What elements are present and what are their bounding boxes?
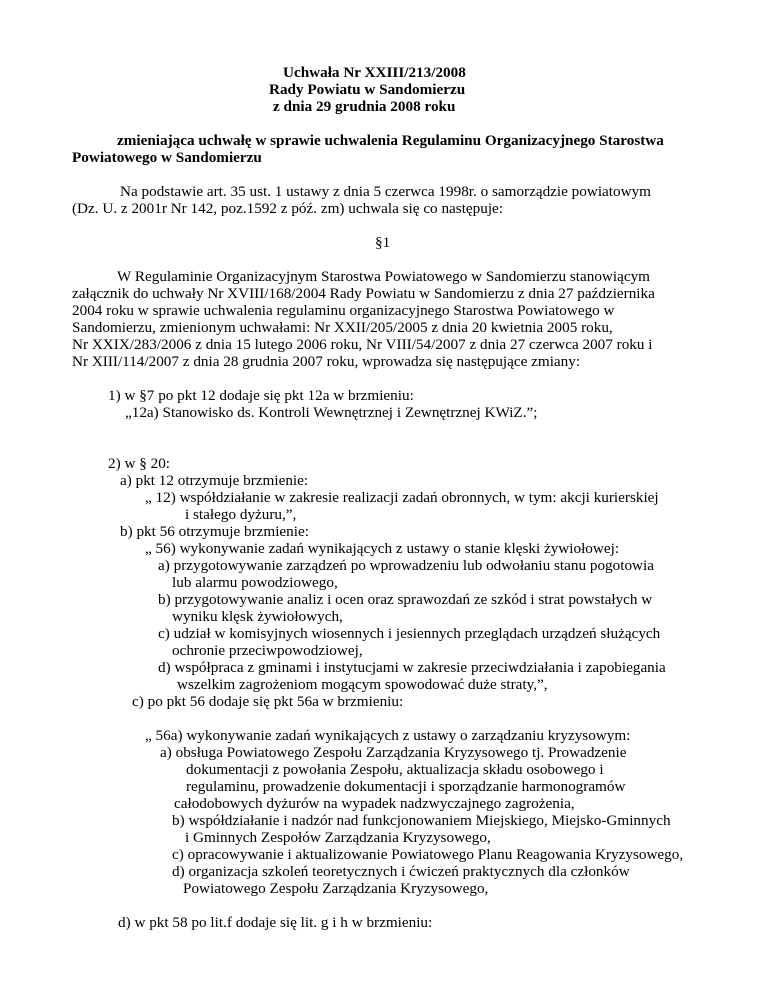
subitem-b-list-line: d) współpraca z gminami i instytucjami w zakresie przeciwdziałania i zapobiegania	[158, 659, 666, 676]
subitem-a-text: i stałego dyżuru,”,	[185, 506, 297, 523]
amendment-item-2: 2) w § 20:	[108, 455, 171, 472]
subject-line-2: Powiatowego w Sandomierzu	[72, 149, 262, 166]
paragraph-line: Sandomierzu, zmienionym uchwałami: Nr XXII/205/2005 z dnia 20 kwietnia 2005 roku,	[72, 319, 613, 336]
amendment-item-1: 1) w §7 po pkt 12 dodaje się pkt 12a w brzmieniu:	[108, 387, 414, 404]
paragraph-line: W Regulaminie Organizacyjnym Starostwa Powiatowego w Sandomierzu stanowiącym	[117, 268, 650, 285]
subitem-b-list-line: b) przygotowywanie analiz i ocen oraz sprawozdań ze szkód i strat powstałych w	[158, 591, 653, 608]
subitem-c-list-line: c) opracowywanie i aktualizowanie Powiatowego Planu Reagowania Kryzysowego,	[172, 846, 684, 863]
subitem-c-text: „ 56a) wykonywanie zadań wynikających z ustawy o zarządzaniu kryzysowym:	[145, 727, 631, 744]
legal-basis-line-2: (Dz. U. z 2001r Nr 142, poz.1592 z póź. zm) uchwala się co następuje:	[72, 200, 504, 217]
subitem-c-list-line: dokumentacji z powołania Zespołu, aktualizacja składu osobowego i	[186, 761, 604, 778]
subitem-b-list-line: lub alarmu powodziowego,	[172, 574, 338, 591]
subitem-b-heading: b) pkt 56 otrzymuje brzmienie:	[120, 523, 309, 540]
paragraph-line: załącznik do uchwały Nr XVIII/168/2004 Rady Powiatu w Sandomierzu z dnia 27 października	[72, 285, 655, 302]
subitem-c-list-line: d) organizacja szkoleń teoretycznych i ćwiczeń praktycznych dla członków	[172, 863, 630, 880]
subitem-b-list-line: wszelkim zagrożeniom mogącym spowodować duże straty,”,	[177, 676, 548, 693]
subitem-b-list-line: wyniku klęsk żywiołowych,	[172, 608, 343, 625]
subitem-c-list-line: a) obsługa Powiatowego Zespołu Zarządzania Kryzysowego tj. Prowadzenie	[160, 744, 627, 761]
legal-basis-line-1: Na podstawie art. 35 ust. 1 ustawy z dnia 5 czerwca 1998r. o samorządzie powiatowym	[120, 183, 651, 200]
subitem-a-heading: a) pkt 12 otrzymuje brzmienie:	[120, 472, 309, 489]
subitem-c-list-line: Powiatowego Zespołu Zarządzania Kryzysowego,	[183, 880, 489, 897]
subitem-d-heading: d) w pkt 58 po lit.f dodaje się lit. g i h w brzmieniu:	[118, 914, 433, 931]
resolution-date: z dnia 29 grudnia 2008 roku	[273, 98, 456, 115]
paragraph-line: Nr XIII/114/2007 z dnia 28 grudnia 2007 roku, wprowadza się następujące zmiany:	[72, 353, 581, 370]
subitem-c-heading: c) po pkt 56 dodaje się pkt 56a w brzmieniu:	[132, 693, 404, 710]
subitem-c-list-line: i Gminnych Zespołów Zarządzania Kryzysowego,	[185, 829, 491, 846]
subitem-b-list-line: ochronie przeciwpowodziowej,	[172, 642, 363, 659]
subitem-c-list-line: regulaminu, prowadzenie dokumentacji i sporządzanie harmonogramów	[186, 778, 626, 795]
amendment-item-1-text: „12a) Stanowisko ds. Kontroli Wewnętrznej i Zewnętrznej KWiZ.”;	[125, 404, 538, 421]
section-mark: §1	[375, 234, 391, 251]
resolution-number: Uchwała Nr XXIII/213/2008	[283, 64, 466, 81]
paragraph-line: Nr XXIX/283/2006 z dnia 15 lutego 2006 roku, Nr VIII/54/2007 z dnia 27 czerwca 2007 roku i	[72, 336, 653, 353]
subitem-a-text: „ 12) współdziałanie w zakresie realizacji zadań obronnych, w tym: akcji kurierskiej	[145, 489, 659, 506]
subject-line-1: zmieniająca uchwałę w sprawie uchwalenia Regulaminu Organizacyjnego Starostwa	[117, 132, 664, 149]
subitem-b-text: „ 56) wykonywanie zadań wynikających z ustawy o stanie klęski żywiołowej:	[145, 540, 620, 557]
resolution-council: Rady Powiatu w Sandomierzu	[269, 81, 466, 98]
subitem-b-list-line: a) przygotowywanie zarządzeń po wprowadzeniu lub odwołaniu stanu pogotowia	[158, 557, 654, 574]
paragraph-line: 2004 roku w sprawie uchwalenia regulaminu organizacyjnego Starostwa Powiatowego w	[72, 302, 615, 319]
subitem-b-list-line: c) udział w komisyjnych wiosennych i jesiennych przeglądach urządzeń służących	[158, 625, 661, 642]
subitem-c-list-line: b) współdziałanie i nadzór nad funkcjonowaniem Miejskiego, Miejsko-Gminnych	[172, 812, 671, 829]
subitem-c-list-line: całodobowych dyżurów na wypadek nadzwyczajnego zagrożenia,	[174, 795, 575, 812]
